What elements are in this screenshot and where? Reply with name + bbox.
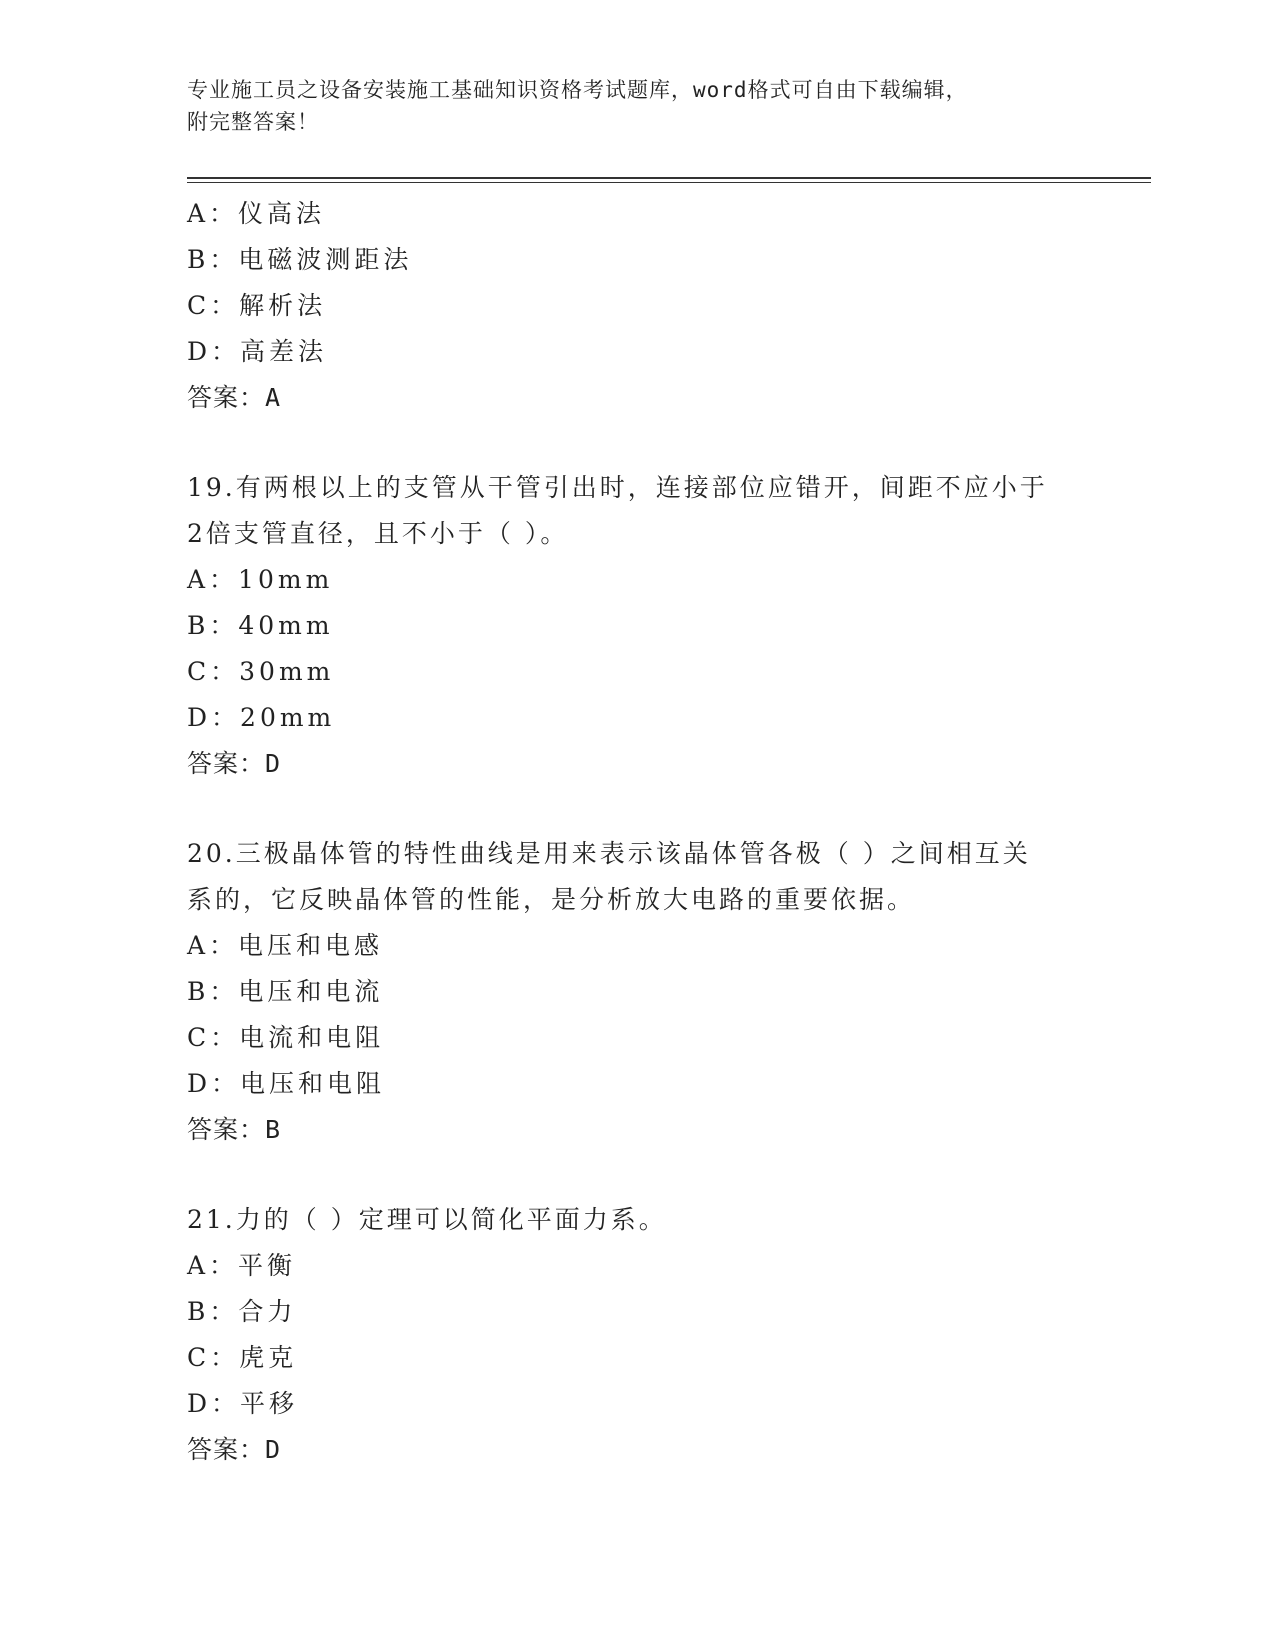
question-21 — [187, 1197, 1087, 1473]
answer: 答案：A — [187, 383, 282, 412]
header-rule-thick — [187, 177, 1151, 179]
question-list — [187, 191, 1087, 1473]
question-stem-line-1: 21.力的（ ）定理可以简化平面力系。 — [187, 1205, 667, 1234]
header-line-2: 附完整答案！ — [187, 110, 319, 134]
option-b: B：电磁波测距法 — [187, 245, 413, 274]
option-a: A：平衡 — [187, 1251, 297, 1280]
question-20 — [187, 831, 1087, 1153]
question-18 — [187, 191, 1087, 421]
question-stem-line-2: 2倍支管直径，且不小于（ ）。 — [187, 519, 569, 548]
option-c: C：30mm — [187, 657, 335, 686]
option-a: A：电压和电感 — [187, 931, 384, 960]
header-rule-thin — [187, 182, 1151, 183]
answer: 答案：B — [187, 1115, 282, 1144]
option-b: B：合力 — [187, 1297, 297, 1326]
option-d: D：平移 — [187, 1389, 299, 1418]
question-19 — [187, 465, 1087, 787]
document-header — [187, 74, 1067, 138]
question-stem-line-1: 19.有两根以上的支管从干管引出时，连接部位应错开，间距不应小于 — [187, 473, 1048, 502]
option-d: D：20mm — [187, 703, 336, 732]
spacer — [187, 1153, 1087, 1197]
option-c: C：电流和电阻 — [187, 1023, 385, 1052]
spacer — [187, 787, 1087, 831]
option-c: C：解析法 — [187, 291, 327, 320]
header-line-1: 专业施工员之设备安装施工基础知识资格考试题库，word格式可自由下载编辑， — [187, 78, 968, 102]
question-stem-line-2: 系的，它反映晶体管的性能，是分析放大电路的重要依据。 — [187, 885, 916, 914]
answer: 答案：D — [187, 1435, 282, 1464]
option-a: A：仪高法 — [187, 199, 326, 228]
option-b: B：40mm — [187, 611, 334, 640]
answer: 答案：D — [187, 749, 282, 778]
option-a: A：10mm — [187, 565, 334, 594]
option-b: B：电压和电流 — [187, 977, 384, 1006]
option-d: D：高差法 — [187, 337, 328, 366]
question-stem-line-1: 20.三极晶体管的特性曲线是用来表示该晶体管各极（ ）之间相互关 — [187, 839, 1031, 868]
spacer — [187, 421, 1087, 465]
option-c: C：虎克 — [187, 1343, 298, 1372]
option-d: D：电压和电阻 — [187, 1069, 386, 1098]
